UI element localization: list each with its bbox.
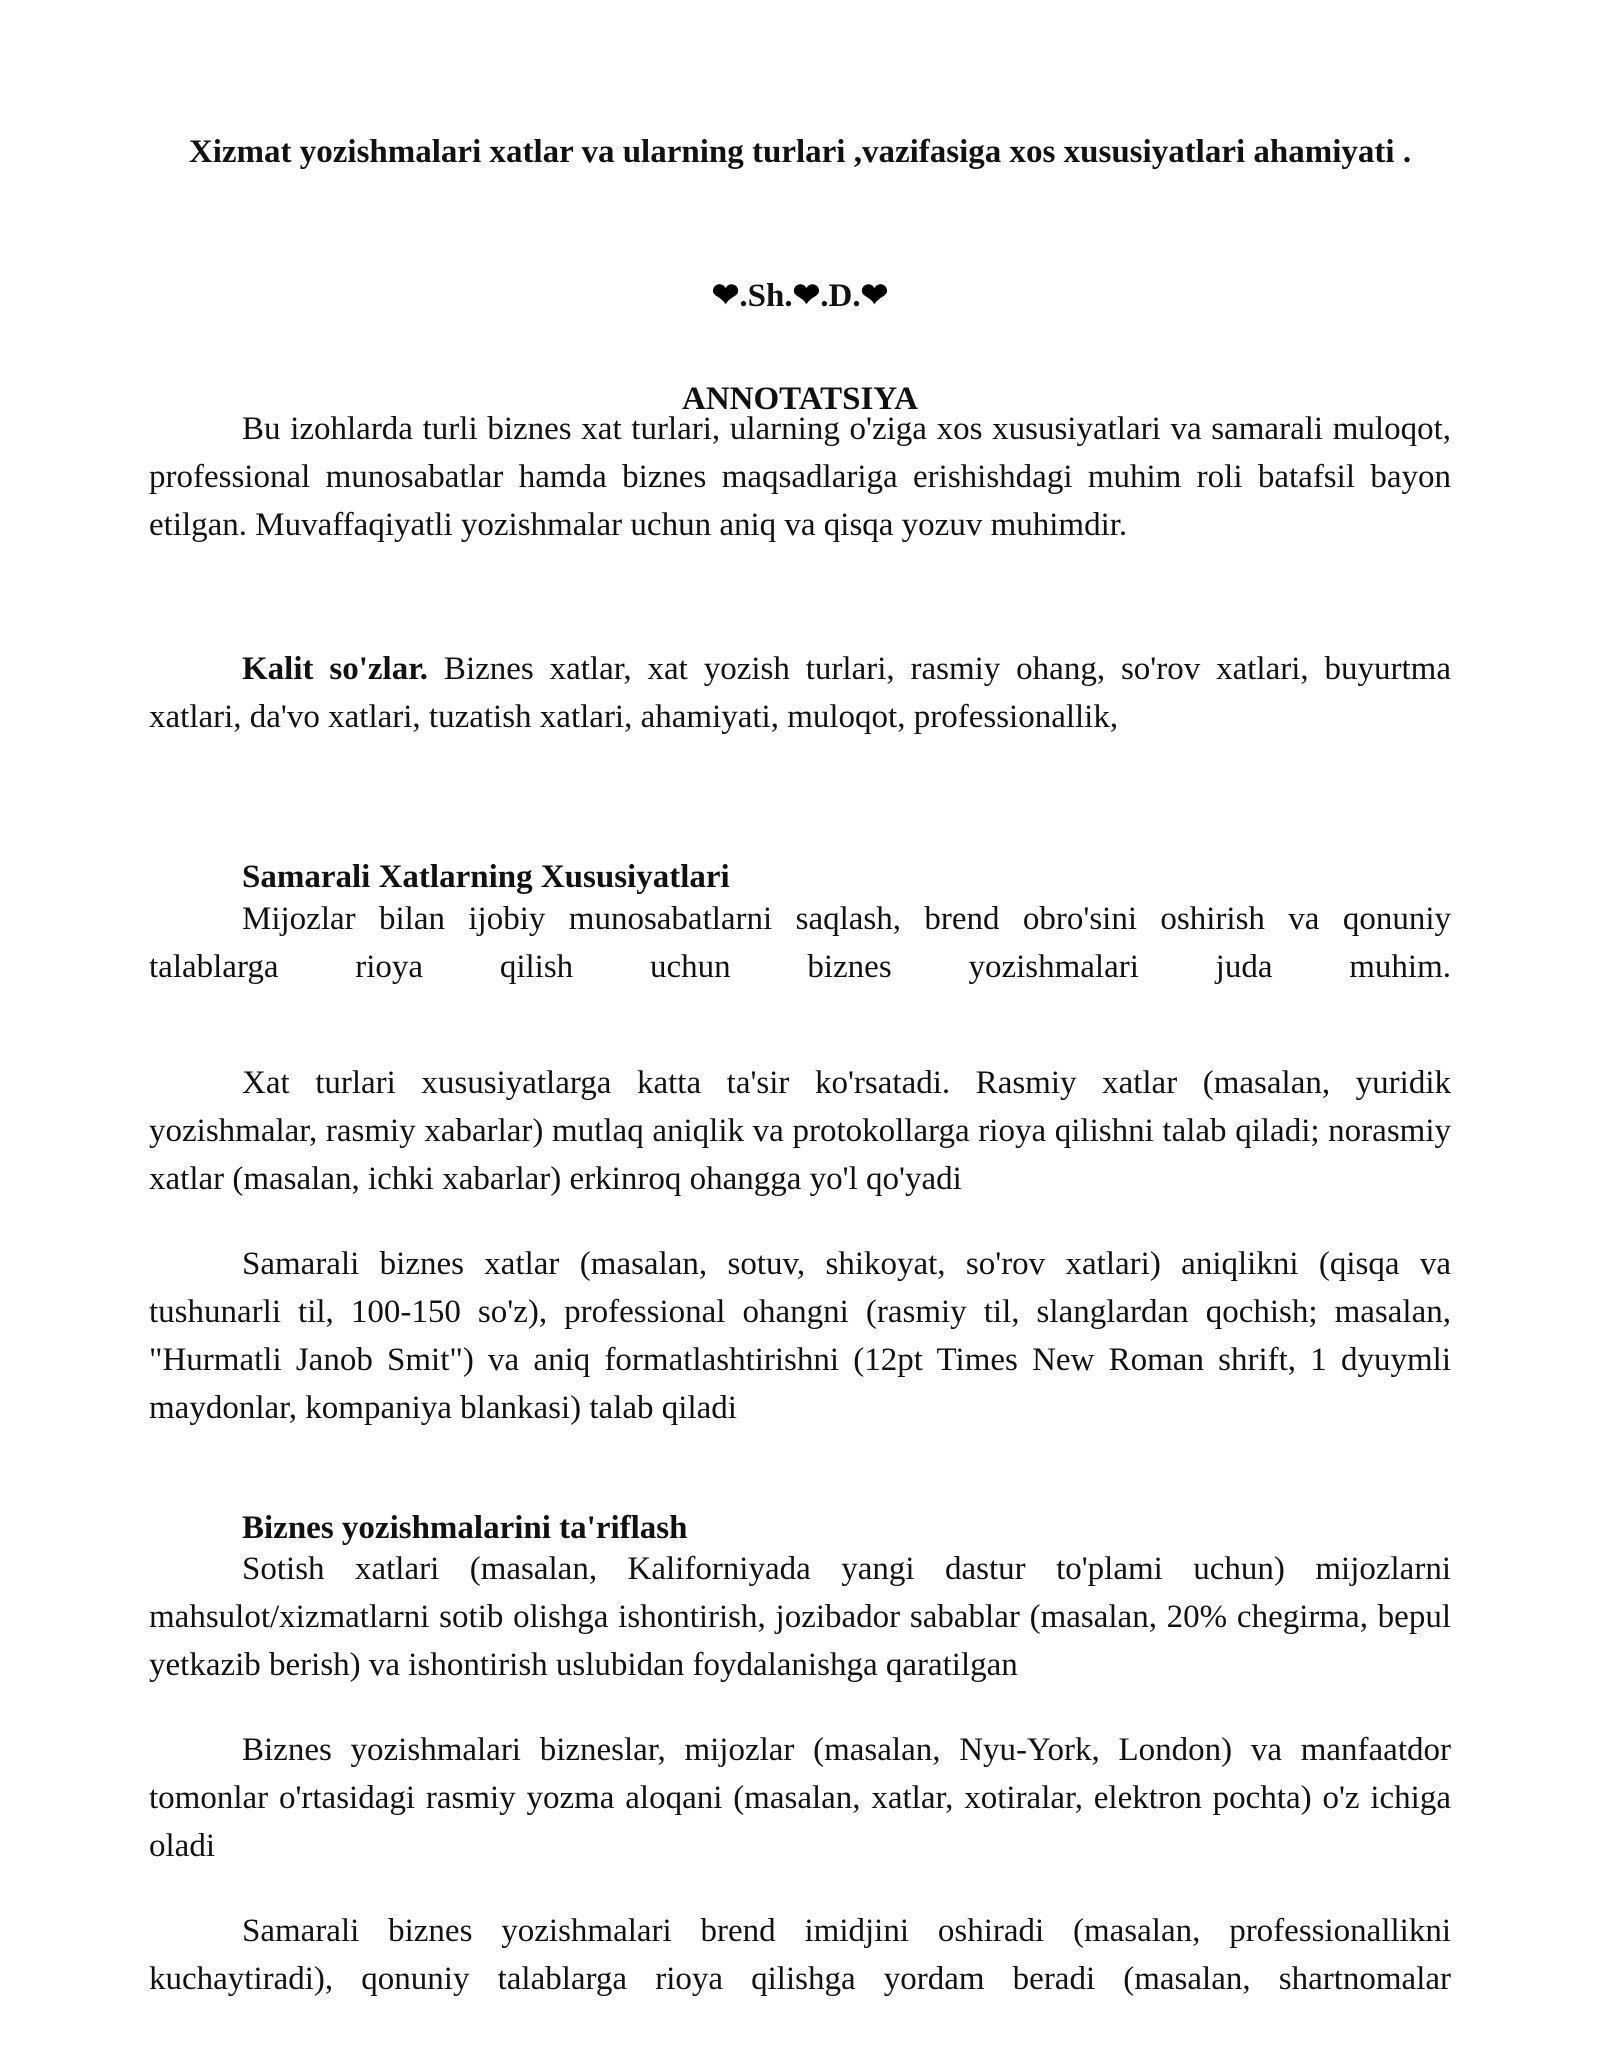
author-initial-d: .D. bbox=[820, 278, 861, 314]
section2-paragraph-3: Samarali biznes yozishmalari brend imidjini oshiradi (masalan, professionallikni kuchaytiradi), qonuniy talablarga rioya qilishga yordam beradi (masalan, shartnomalar bbox=[149, 1913, 1451, 1997]
section2-paragraph-2: Biznes yozishmalari bizneslar, mijozlar (masalan, Nyu-York, London) va manfaatdor tomonlar o'rtasidagi rasmiy yozma aloqani (masalan, xatlar, xotiralar, elektron pochta) o'z ichiga oladi bbox=[149, 1732, 1451, 1864]
author-mark bbox=[150, 274, 1450, 318]
section-heading-characteristics: Samarali Xatlarning Xususiyatlari bbox=[242, 859, 730, 895]
heart-icon: ❤ bbox=[711, 278, 740, 314]
keywords-label: Kalit so'zlar. bbox=[242, 651, 429, 687]
keywords-text: Biznes xatlar, xat yozish turlari, rasmiy ohang, so'rov xatlari, buyurtma xatlari, da'vo xatlari, tuzatish xatlari, ahamiyati, muloqot, professionallik, bbox=[149, 651, 1451, 735]
annotation-paragraph: Bu izohlarda turli biznes xat turlari, ularning o'ziga xos xususiyatlari va samarali muloqot, professional munosabatlar hamda biznes maqsadlariga erishishdagi muhim roli batafsil bayon etilgan. Muvaffaqiyatli yozishmalar uchun aniq va qisqa yozuv muhimdir. bbox=[149, 411, 1451, 543]
annotation-heading: ANNOTATSIYA bbox=[682, 381, 918, 417]
section2-paragraph-1: Sotish xatlari (masalan, Kaliforniyada yangi dastur to'plami uchun) mijozlarni mahsulot/xizmatlarni sotib olishga ishontirish, jozibador sabablar (masalan, 20% chegirma, bepul yetkazib berish) va ishontirish uslubidan foydalanishga qaratilgan bbox=[149, 1551, 1451, 1683]
document-title: Xizmat yozishmalari xatlar va ularning turlari ,vazifasiga xos xususiyatlari ahamiyati . bbox=[188, 134, 1412, 170]
author-initial-sh: .Sh. bbox=[739, 278, 793, 314]
heart-icon: ❤ bbox=[792, 278, 821, 314]
section1-paragraph-1: Mijozlar bilan ijobiy munosabatlarni saqlash, brend obro'sini oshirish va qonuniy talablarga rioya qilish uchun biznes yozishmalari juda muhim. bbox=[149, 901, 1451, 985]
section1-paragraph-3: Samarali biznes xatlar (masalan, sotuv, shikoyat, so'rov xatlari) aniqlikni (qisqa va tushunarli til, 100-150 so'z), professional ohangni (rasmiy til, slanglardan qochish; masalan, "Hurmatli Janob Smit") va aniq formatlashtirishni (12pt Times New Roman shrift, 1 dyuymli maydonlar, kompaniya blankasi) talab qiladi bbox=[149, 1246, 1451, 1426]
heart-icon: ❤ bbox=[860, 278, 889, 314]
keywords-paragraph bbox=[149, 645, 1451, 741]
section-heading-definition: Biznes yozishmalarini ta'riflash bbox=[242, 1510, 688, 1546]
section1-paragraph-2: Xat turlari xususiyatlarga katta ta'sir ko'rsatadi. Rasmiy xatlar (masalan, yuridik yozishmalar, rasmiy xabarlar) mutlaq aniqlik va protokollarga rioya qilishni talab qiladi; norasmiy xatlar (masalan, ichki xabarlar) erkinroq ohangga yo'l qo'yadi bbox=[149, 1065, 1451, 1197]
